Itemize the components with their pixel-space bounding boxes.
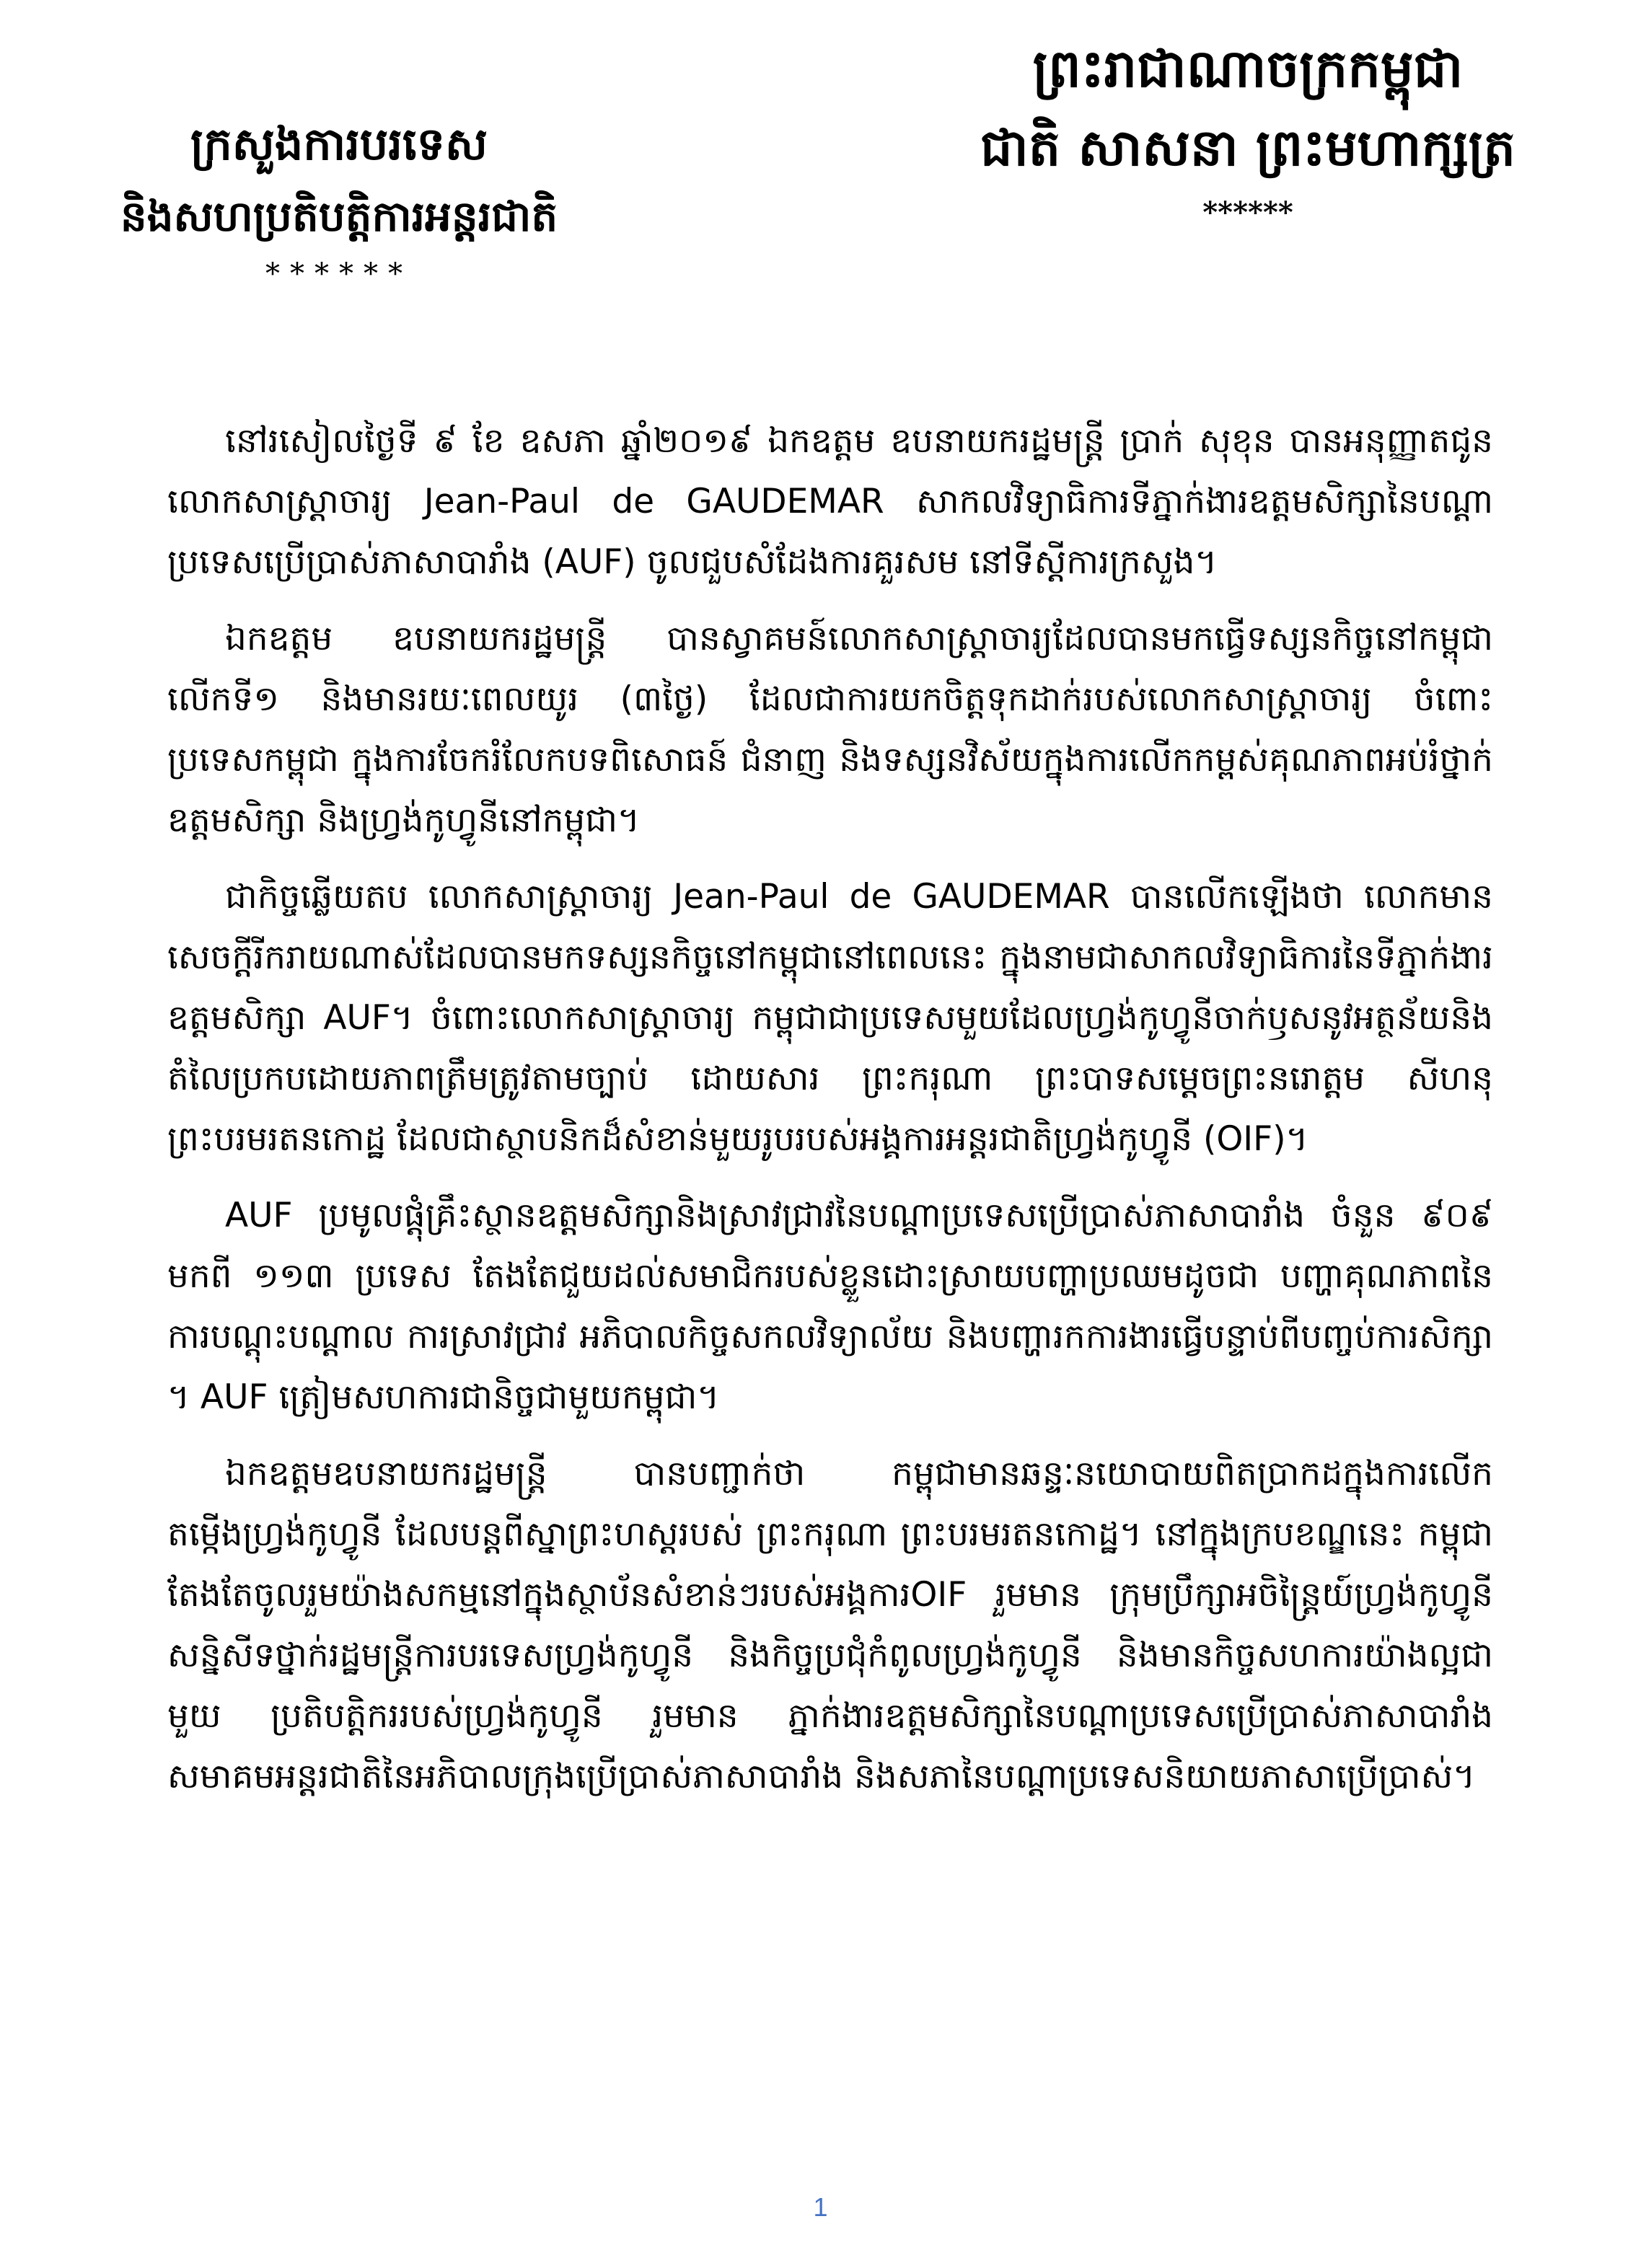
paragraph-3: ជាកិច្ចឆ្លើយតប លោកសាស្ត្រាចារ្យ Jean-Paul de GAUDEMAR បានលើកឡើងថា លោកមានសេចក្តីរីករាយណាស់ដែលបានមកទស្សនកិច្ចនៅកម្ពុជានៅពេលនេះ ក្នុងនាមជាសាកលវិទ្យាធិការនៃទីភ្នាក់ងារឧត្តមសិក្សា AUF។ ចំពោះលោកសាស្ត្រាចារ្យ កម្ពុជាជាប្រទេសមួយដែលហ្វ្រង់កូហ្វូនីចាក់ឫសនូវអត្ថន័យនិងតំលៃប្រកបដោយភាពត្រឹមត្រូវតាមច្បាប់ ដោយសារ ព្រះករុណា ព្រះបាទសម្តេចព្រះនរោត្តម សីហនុ ព្រះបរមរតនកោដ្ឋ ដែលជាស្ថាបនិកដ៏សំខាន់មួយរូបរបស់អង្គការអន្តរជាតិហ្វ្រង់កូហ្វូនី (OIF)។ — [167, 877, 1493, 1159]
ministry-name-line2: និងសហប្រតិបត្តិការអន្តរជាតិ — [120, 192, 558, 241]
ministry-separator: ****** — [265, 257, 413, 291]
kingdom-title: ព្រះរាជាណាចក្រកម្ពុជា — [1032, 37, 1464, 99]
kingdom-separator: ****** — [1202, 195, 1293, 229]
ministry-name-line1: ក្រសួងការបរទេស — [190, 118, 488, 170]
paragraph-2: ឯកឧត្តម ឧបនាយករដ្ឋមន្ត្រី បានស្វាគមន៍លោកសាស្ត្រាចារ្យដែលបានមកធ្វើទស្សនកិច្ចនៅកម្ពុជាលើកទី១ និងមានរយៈពេលយូរ (៣ថ្ងៃ) ដែលជាការយកចិត្តទុកដាក់របស់លោកសាស្ត្រាចារ្យ ចំពោះប្រទេសកម្ពុជា ក្នុងការចែករំលែកបទពិសោធន៍ ជំនាញ និងទស្សនវិស័យក្នុងការលើកកម្ពស់គុណភាពអប់រំថ្នាក់ឧត្តមសិក្សា និងហ្វ្រង់កូហ្វូនីនៅកម្ពុជា។ — [167, 619, 1493, 840]
paragraph-4: AUF ប្រមូលផ្តុំគ្រឹះស្ថានឧត្តមសិក្សានិងស្រាវជ្រាវនៃបណ្តាប្រទេសប្រើប្រាស់ភាសាបារាំង ចំនួន ៩០៩ មកពី ១១៣ ប្រទេស តែងតែជួយដល់សមាជិករបស់ខ្លួនដោះស្រាយបញ្ហាប្រឈមដូចជា បញ្ហាគុណភាពនៃការបណ្តុះបណ្តាល ការស្រាវជ្រាវ អភិបាលកិច្ចសកលវិទ្យាល័យ និងបញ្ហារកការងារធ្វើបន្ទាប់ពីបញ្ចប់ការសិក្សា ។ AUF ត្រៀមសហការជានិច្ចជាមួយកម្ពុជា។ — [167, 1196, 1493, 1417]
paragraph-1: នៅរសៀលថ្ងៃទី ៩ ខែ ឧសភា ឆ្នាំ២០១៩ ឯកឧត្តម ឧបនាយករដ្ឋមន្ត្រី ប្រាក់ សុខុន បានអនុញ្ញាតជូនលោកសាស្ត្រាចារ្យ Jean-Paul de GAUDEMAR សាកលវិទ្យាធិការទីភ្នាក់ងារឧត្តមសិក្សានៃបណ្តាប្រទេសប្រើប្រាស់ភាសាបារាំង (AUF) ចូលជួបសំដែងការគួរសម នៅទីស្តីការក្រសួង។ — [167, 421, 1493, 582]
ministry-header — [43, 108, 635, 296]
kingdom-header — [923, 29, 1572, 238]
page-number: 1 — [813, 2192, 828, 2222]
press-release-body — [167, 411, 1493, 1823]
paragraph-5: ឯកឧត្តមឧបនាយករដ្ឋមន្ត្រី បានបញ្ជាក់ថា កម្ពុជាមានឆន្ទៈនយោបាយពិតប្រាកដក្នុងការលើកតម្កើងហ្វ្រង់កូហ្វូនី ដែលបន្តពីស្នាព្រះហស្តរបស់ ព្រះករុណា ព្រះបរមរតនកោដ្ឋ។ នៅក្នុងក្របខណ្ឌនេះ កម្ពុជាតែងតែចូលរួមយ៉ាងសកម្មនៅក្នុងស្ថាប័នសំខាន់ៗរបស់អង្គការOIF រួមមាន ក្រុមប្រឹក្សាអចិន្ត្រៃយ៍ហ្វ្រង់កូហ្វូនីសន្និសីទថ្នាក់រដ្ឋមន្ត្រីការបរទេសហ្វ្រង់កូហ្វូនី និងកិច្ចប្រជុំកំពូលហ្វ្រង់កូហ្វូនី និងមានកិច្ចសហការយ៉ាងល្អជាមួយ ប្រតិបត្តិកររបស់ហ្វ្រង់កូហ្វូនី រួមមាន ភ្នាក់ងារឧត្តមសិក្សានៃបណ្តាប្រទេសប្រើប្រាស់ភាសាបារាំង សមាគមអន្តរជាតិនៃអភិបាលក្រុងប្រើប្រាស់ភាសាបារាំង និងសភានៃបណ្តាប្រទេសនិយាយភាសាប្រើប្រាស់។ — [167, 1454, 1493, 1796]
national-motto: ជាតិ សាសនា ព្រះមហាក្សត្រ — [980, 118, 1515, 177]
